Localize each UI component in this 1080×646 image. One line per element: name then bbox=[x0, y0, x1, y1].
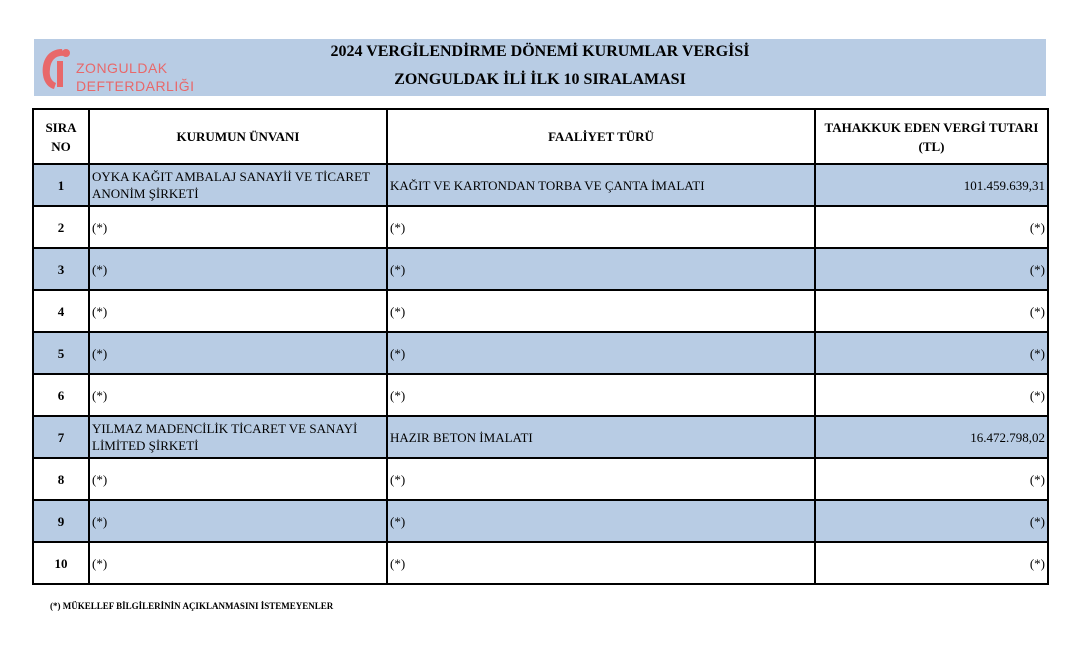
activity-cell: HAZIR BETON İMALATI bbox=[387, 416, 815, 458]
company-name-cell: (*) bbox=[89, 500, 387, 542]
rank-cell: 6 bbox=[33, 374, 89, 416]
tax-amount-cell: 101.459.639,31 bbox=[815, 164, 1048, 206]
company-name-cell: OYKA KAĞIT AMBALAJ SANAYİİ VE TİCARET ANONİM ŞİRKETİ bbox=[89, 164, 387, 206]
activity-cell: (*) bbox=[387, 332, 815, 374]
page-title: 2024 VERGİLENDİRME DÖNEMİ KURUMLAR VERGİSİ bbox=[330, 43, 750, 60]
rank-cell: 10 bbox=[33, 542, 89, 584]
activity-cell: (*) bbox=[387, 500, 815, 542]
tax-amount-cell: (*) bbox=[815, 500, 1048, 542]
company-name-cell: (*) bbox=[89, 374, 387, 416]
column-header-sira-no: SIRA NO bbox=[33, 109, 89, 164]
tax-amount-cell: (*) bbox=[815, 374, 1048, 416]
logo-line-1: ZONGULDAK bbox=[76, 60, 168, 76]
footnote: (*) MÜKELLEF BİLGİLERİNİN AÇIKLANMASINI İSTEMEYENLER bbox=[50, 601, 334, 611]
column-header-kurum-unvani: KURUMUN ÜNVANI bbox=[89, 109, 387, 164]
table-row bbox=[33, 332, 1048, 374]
table-row bbox=[33, 290, 1048, 332]
activity-cell: KAĞIT VE KARTONDAN TORBA VE ÇANTA İMALATI bbox=[387, 164, 815, 206]
header-banner bbox=[34, 39, 1046, 96]
tax-amount-cell: (*) bbox=[815, 290, 1048, 332]
activity-cell: (*) bbox=[387, 206, 815, 248]
page-subtitle: ZONGULDAK İLİ İLK 10 SIRALAMASI bbox=[394, 71, 686, 88]
tax-amount-cell: (*) bbox=[815, 458, 1048, 500]
table-row bbox=[33, 416, 1048, 458]
rank-cell: 4 bbox=[33, 290, 89, 332]
company-name-cell: (*) bbox=[89, 458, 387, 500]
rank-cell: 1 bbox=[33, 164, 89, 206]
table-row bbox=[33, 500, 1048, 542]
ranking-table bbox=[32, 108, 1049, 585]
column-header-faaliyet-turu: FAALİYET TÜRÜ bbox=[387, 109, 815, 164]
rank-cell: 7 bbox=[33, 416, 89, 458]
tax-amount-cell: 16.472.798,02 bbox=[815, 416, 1048, 458]
tax-amount-cell: (*) bbox=[815, 206, 1048, 248]
table-row bbox=[33, 374, 1048, 416]
activity-cell: (*) bbox=[387, 248, 815, 290]
table-row bbox=[33, 248, 1048, 290]
company-name-cell: (*) bbox=[89, 290, 387, 332]
activity-cell: (*) bbox=[387, 374, 815, 416]
table-row bbox=[33, 164, 1048, 206]
table-row bbox=[33, 206, 1048, 248]
company-name-cell: (*) bbox=[89, 248, 387, 290]
tax-amount-cell: (*) bbox=[815, 248, 1048, 290]
activity-cell: (*) bbox=[387, 542, 815, 584]
company-name-cell: (*) bbox=[89, 206, 387, 248]
company-name-cell: (*) bbox=[89, 542, 387, 584]
tax-amount-cell: (*) bbox=[815, 332, 1048, 374]
table-row bbox=[33, 542, 1048, 584]
company-name-cell: YILMAZ MADENCİLİK TİCARET VE SANAYİ LİMİTED ŞİRKETİ bbox=[89, 416, 387, 458]
column-header-vergi-tutari: TAHAKKUK EDEN VERGİ TUTARI (TL) bbox=[815, 109, 1048, 164]
rank-cell: 3 bbox=[33, 248, 89, 290]
activity-cell: (*) bbox=[387, 458, 815, 500]
rank-cell: 9 bbox=[33, 500, 89, 542]
activity-cell: (*) bbox=[387, 290, 815, 332]
tax-amount-cell: (*) bbox=[815, 542, 1048, 584]
rank-cell: 5 bbox=[33, 332, 89, 374]
company-name-cell: (*) bbox=[89, 332, 387, 374]
table-row bbox=[33, 458, 1048, 500]
logo-line-2: DEFTERDARLIĞI bbox=[76, 78, 195, 94]
table-header-row bbox=[33, 109, 1048, 164]
rank-cell: 8 bbox=[33, 458, 89, 500]
rank-cell: 2 bbox=[33, 206, 89, 248]
